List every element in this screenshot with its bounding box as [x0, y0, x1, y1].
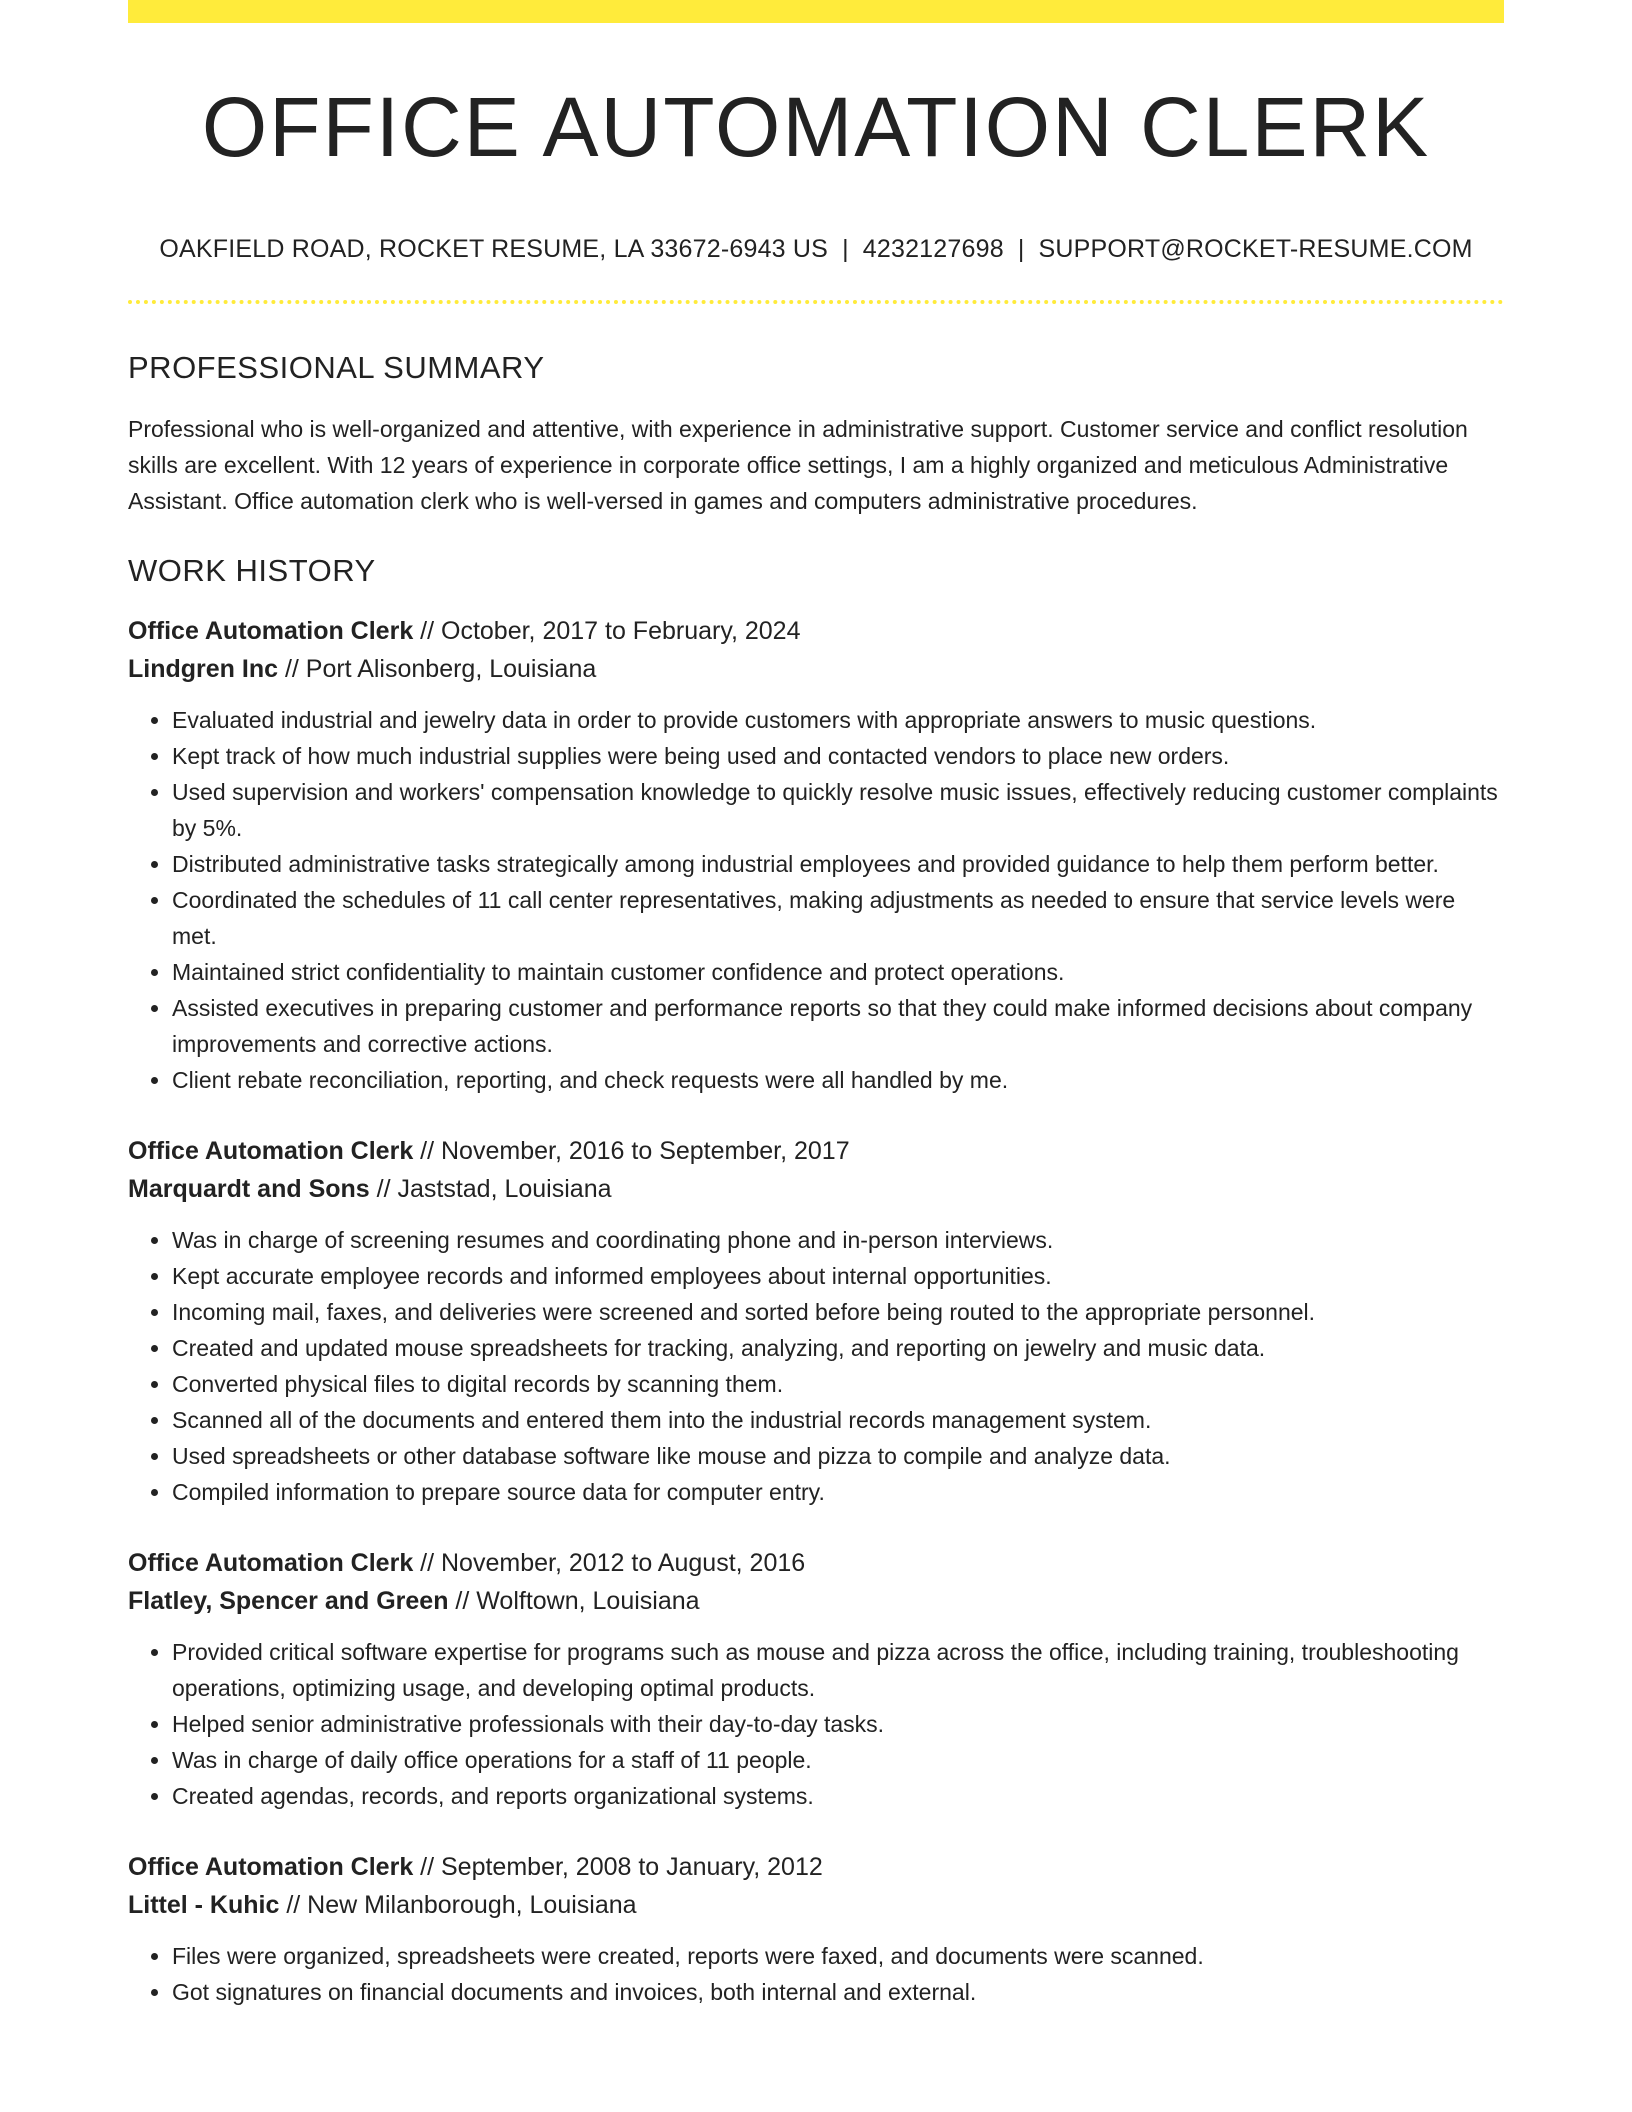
- contact-phone: 4232127698: [862, 235, 1004, 263]
- contact-separator: |: [842, 235, 849, 263]
- job-dates: // November, 2016 to September, 2017: [413, 1137, 850, 1165]
- job-title: Office Automation Clerk: [128, 1549, 414, 1577]
- job-company-line: [128, 1582, 1504, 1620]
- job-company-line: [128, 1170, 1504, 1208]
- job-entry: [128, 1544, 1504, 1814]
- job-dates: // September, 2008 to January, 2012: [413, 1853, 823, 1881]
- job-location: // Wolftown, Louisiana: [448, 1587, 700, 1615]
- job-dates: // November, 2012 to August, 2016: [413, 1549, 806, 1577]
- job-company-line: [128, 650, 1504, 688]
- job-title-line: [128, 1544, 1504, 1582]
- dotted-divider: [128, 300, 1504, 304]
- work-history-section-title: WORK HISTORY: [128, 553, 376, 588]
- contact-address: OAKFIELD ROAD, ROCKET RESUME, LA 33672-6943 US: [159, 235, 829, 263]
- job-location: // Jaststad, Louisiana: [369, 1175, 612, 1203]
- job-company: Littel - Kuhic: [128, 1891, 280, 1919]
- job-bullet-item: • Compiled information to prepare source data for computer entry.: [172, 1474, 1504, 1510]
- job-bullet-item: • Kept track of how much industrial supplies were being used and contacted vendors to place new orders.: [172, 738, 1504, 774]
- resume-page: [128, 0, 1504, 2010]
- job-bullet-list: [128, 702, 1504, 1098]
- job-bullet-item: • Created and updated mouse spreadsheets for tracking, analyzing, and reporting on jewelry and music data.: [172, 1330, 1504, 1366]
- job-bullet-item: • Incoming mail, faxes, and deliveries were screened and sorted before being routed to the appropriate personnel.: [172, 1294, 1504, 1330]
- job-bullet-item: • Maintained strict confidentiality to maintain customer confidence and protect operations.: [172, 954, 1504, 990]
- job-bullet-item: • Evaluated industrial and jewelry data in order to provide customers with appropriate answers to music questions.: [172, 702, 1504, 738]
- job-location: // Port Alisonberg, Louisiana: [278, 655, 597, 683]
- job-dates: // October, 2017 to February, 2024: [413, 617, 801, 645]
- job-bullet-item: • Kept accurate employee records and informed employees about internal opportunities.: [172, 1258, 1504, 1294]
- job-title: Office Automation Clerk: [128, 617, 414, 645]
- work-history-list: [128, 612, 1504, 2010]
- job-entry: [128, 1132, 1504, 1510]
- accent-top-bar: [128, 0, 1504, 23]
- job-bullet-item: • Converted physical files to digital records by scanning them.: [172, 1366, 1504, 1402]
- job-bullet-item: • Assisted executives in preparing customer and performance reports so that they could make informed decisions about company improvements and corrective actions.: [172, 990, 1504, 1062]
- contact-email: SUPPORT@ROCKET-RESUME.COM: [1038, 235, 1473, 263]
- job-bullet-item: • Provided critical software expertise for programs such as mouse and pizza across the office, including training, troubleshooting operations, optimizing usage, and developing optimal products.: [172, 1634, 1504, 1706]
- job-bullet-item: • Got signatures on financial documents and invoices, both internal and external.: [172, 1974, 1504, 2010]
- job-company-line: [128, 1886, 1504, 1924]
- job-bullet-item: • Client rebate reconciliation, reporting, and check requests were all handled by me.: [172, 1062, 1504, 1098]
- job-bullet-item: • Used spreadsheets or other database software like mouse and pizza to compile and analyze data.: [172, 1438, 1504, 1474]
- job-title: Office Automation Clerk: [128, 1853, 414, 1881]
- contact-separator: |: [1017, 235, 1025, 263]
- job-bullet-item: • Was in charge of daily office operations for a staff of 11 people.: [172, 1742, 1504, 1778]
- resume-name-heading: OFFICE AUTOMATION CLERK: [201, 80, 1431, 174]
- job-entry: [128, 1848, 1504, 2010]
- job-bullet-item: • Distributed administrative tasks strategically among industrial employees and provided guidance to help them perform better.: [172, 846, 1504, 882]
- job-bullet-item: • Helped senior administrative professionals with their day-to-day tasks.: [172, 1706, 1504, 1742]
- job-title-line: [128, 612, 1504, 650]
- job-bullet-list: [128, 1222, 1504, 1510]
- job-entry: [128, 612, 1504, 1098]
- job-bullet-item: • Scanned all of the documents and entered them into the industrial records management system.: [172, 1402, 1504, 1438]
- job-company: Flatley, Spencer and Green: [128, 1587, 449, 1615]
- job-bullet-item: • Was in charge of screening resumes and coordinating phone and in-person interviews.: [172, 1222, 1504, 1258]
- job-title-line: [128, 1848, 1504, 1886]
- job-title: Office Automation Clerk: [128, 1137, 414, 1165]
- summary-paragraph: Professional who is well-organized and attentive, with experience in administrative support. Customer service and conflict resolution skills are excellent. With 12 years of experience in corporate office settings, I am a highly organized and meticulous Administrative Assistant. Office automation clerk who is well-versed in games and computers administrative procedures.: [128, 416, 1468, 514]
- job-company: Marquardt and Sons: [128, 1175, 370, 1203]
- job-location: // New Milanborough, Louisiana: [279, 1891, 637, 1919]
- job-bullet-item: • Used supervision and workers' compensation knowledge to quickly resolve music issues, effectively reducing customer complaints by 5%.: [172, 774, 1504, 846]
- summary-section-title: PROFESSIONAL SUMMARY: [128, 350, 545, 385]
- job-bullet-list: [128, 1634, 1504, 1814]
- contact-line: [128, 237, 1504, 262]
- job-bullet-list: [128, 1938, 1504, 2010]
- job-bullet-item: • Coordinated the schedules of 11 call center representatives, making adjustments as needed to ensure that service levels were met.: [172, 882, 1504, 954]
- job-bullet-item: • Files were organized, spreadsheets were created, reports were faxed, and documents were scanned.: [172, 1938, 1504, 1974]
- job-bullet-item: • Created agendas, records, and reports organizational systems.: [172, 1778, 1504, 1814]
- job-company: Lindgren Inc: [128, 655, 278, 683]
- job-title-line: [128, 1132, 1504, 1170]
